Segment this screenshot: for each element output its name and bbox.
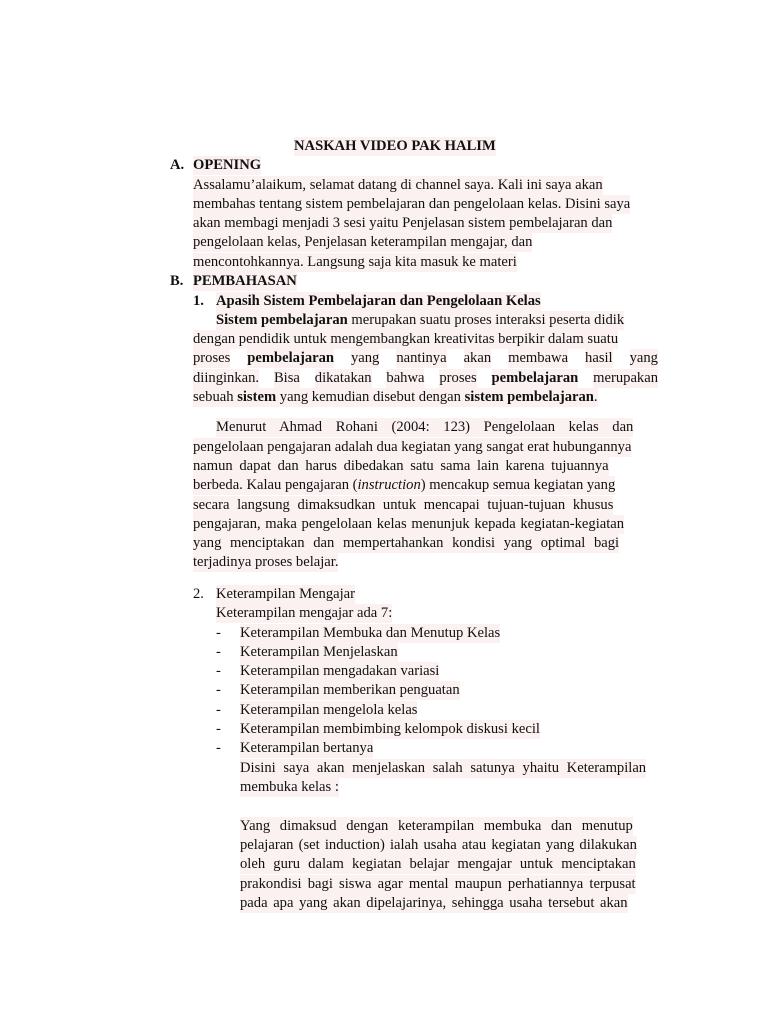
bullet-dash-7: - <box>216 740 221 756</box>
p1-l3-bold: pembelajaran <box>247 350 335 366</box>
p1-l5-a: sebuah <box>193 389 234 405</box>
p1-l3-w7: yang <box>629 350 658 366</box>
after-list-line-2: membuka kelas : <box>240 779 339 795</box>
list-item: Keterampilan memberikan penguatan <box>240 682 460 698</box>
p1-l3-w2: yang <box>350 350 380 366</box>
opening-line-2: membahas tentang sistem pembelajaran dan pengelolaan kelas. Disini saya <box>193 196 631 212</box>
p1-line-3 <box>193 349 658 368</box>
p1-line-1 <box>216 311 624 330</box>
p1-l4-w1: diinginkan. <box>193 370 260 386</box>
section-b-heading: PEMBAHASAN <box>193 273 297 289</box>
list-item: Keterampilan mengadakan variasi <box>240 663 440 679</box>
bullet-dash-5: - <box>216 702 221 718</box>
p1-l4-w3: dikatakan <box>314 370 372 386</box>
p1-l3-w4: akan <box>463 350 492 366</box>
bullet-dash-3: - <box>216 663 221 679</box>
list-item: Keterampilan mengelola kelas <box>240 702 418 718</box>
opening-line-3: akan membagi menjadi 3 sesi yaitu Penjelasan sistem pembelajaran dan <box>193 215 613 231</box>
list-item: Keterampilan Menjelaskan <box>240 644 398 660</box>
p1-l3-w5: membawa <box>508 350 569 366</box>
para-line-2: pelajaran (set induction) ialah usaha atau kegiatan yang dilakukan <box>240 837 637 853</box>
item-1-number: 1. <box>193 293 204 309</box>
para-line-1: Yang dimaksud dengan keterampilan membuka dan menutup <box>240 818 633 834</box>
bullet-dash-6: - <box>216 721 221 737</box>
p2-line-2: pengelolaan pengajaran adalah dua kegiatan yang sangat erat hubungannya <box>193 439 632 455</box>
p1-l4-w2: Bisa <box>273 370 300 386</box>
p1-l3-w6: hasil <box>585 350 613 366</box>
section-b-marker: B. <box>170 273 184 289</box>
list-item: Keterampilan membimbing kelompok diskusi kecil <box>240 721 540 737</box>
p2-line-3: namun dapat dan harus dibedakan satu sama lain karena tujuannya <box>193 458 609 474</box>
section-a-marker: A. <box>170 157 185 173</box>
opening-line-4: pengelolaan kelas, Penjelasan keterampilan mengajar, dan <box>193 234 533 250</box>
p2-line-6: pengajaran, maka pengelolaan kelas menunjuk kepada kegiatan-kegiatan <box>193 516 625 532</box>
bullet-dash-2: - <box>216 644 221 660</box>
item-2-number: 2. <box>193 586 204 602</box>
para-line-4: prakondisi bagi siswa agar mental maupun perhatiannya terpusat <box>240 876 636 892</box>
p2-line-4 <box>193 476 615 495</box>
p1-line-1-rest: merupakan suatu proses interaksi peserta didik <box>351 312 625 328</box>
list-item: Keterampilan bertanya <box>240 740 374 756</box>
p2-line-8: terjadinya proses belajar. <box>193 554 339 570</box>
p1-l4-bold: pembelajaran <box>491 370 579 386</box>
p1-line-2: dengan pendidik untuk mengembangkan kreativitas berpikir dalam suatu <box>193 331 619 347</box>
p1-l4-w5: proses <box>439 370 477 386</box>
p2-l4-b: ) mencakup semua kegiatan yang <box>420 477 616 493</box>
p2-line-1-text: Menurut Ahmad Rohani (2004: 123) Pengelolaan kelas dan <box>216 419 634 435</box>
p1-l4-w6: merupakan <box>593 370 658 386</box>
after-list-line-1: Disini saya akan menjelaskan salah satunya yhaitu Keterampilan <box>240 760 647 776</box>
p1-l5-bold-2: sistem pembelajaran <box>464 389 594 405</box>
p1-line-4 <box>193 369 658 388</box>
p1-l5-bold-1: sistem <box>237 389 277 405</box>
p1-l3-w3: nantinya <box>396 350 447 366</box>
p1-l5-b: yang kemudian disebut dengan <box>279 389 461 405</box>
p1-line-5 <box>193 388 598 407</box>
p2-line-7: yang menciptakan dan mempertahankan kondisi yang optimal bagi <box>193 535 620 551</box>
p2-line-1 <box>216 418 658 437</box>
p2-l4-italic: instruction <box>357 477 421 493</box>
para-line-5: pada apa yang akan dipelajarinya, sehingga usaha tersebut akan <box>240 895 628 911</box>
p1-l4-w4: bahwa <box>386 370 425 386</box>
item-1-heading: Apasih Sistem Pembelajaran dan Pengelolaan Kelas <box>216 293 541 309</box>
p2-l4-a: berbeda. Kalau pengajaran ( <box>193 477 358 493</box>
item-2-intro: Keterampilan mengajar ada 7: <box>216 605 393 621</box>
p1-l5-end: . <box>593 389 598 405</box>
opening-line-1: Assalamu’alaikum, selamat datang di channel saya. Kali ini saya akan <box>193 177 603 193</box>
list-item: Keterampilan Membuka dan Menutup Kelas <box>240 625 501 641</box>
section-a-heading: OPENING <box>193 157 262 173</box>
para-line-3: oleh guru dalam kegiatan belajar mengajar untuk menciptakan <box>240 856 636 872</box>
document-title: NASKAH VIDEO PAK HALIM <box>294 138 496 154</box>
opening-line-5: mencontohkannya. Langsung saja kita masuk ke materi <box>193 254 517 270</box>
p1-l3-w1: proses <box>193 350 231 366</box>
p2-line-5: secara langsung dimaksudkan untuk mencapai tujuan-tujuan khusus <box>193 497 614 513</box>
item-2-heading: Keterampilan Mengajar <box>216 586 355 602</box>
bullet-dash-4: - <box>216 682 221 698</box>
term-sistem-pembelajaran: Sistem pembelajaran <box>216 312 348 328</box>
bullet-dash-1: - <box>216 625 221 641</box>
